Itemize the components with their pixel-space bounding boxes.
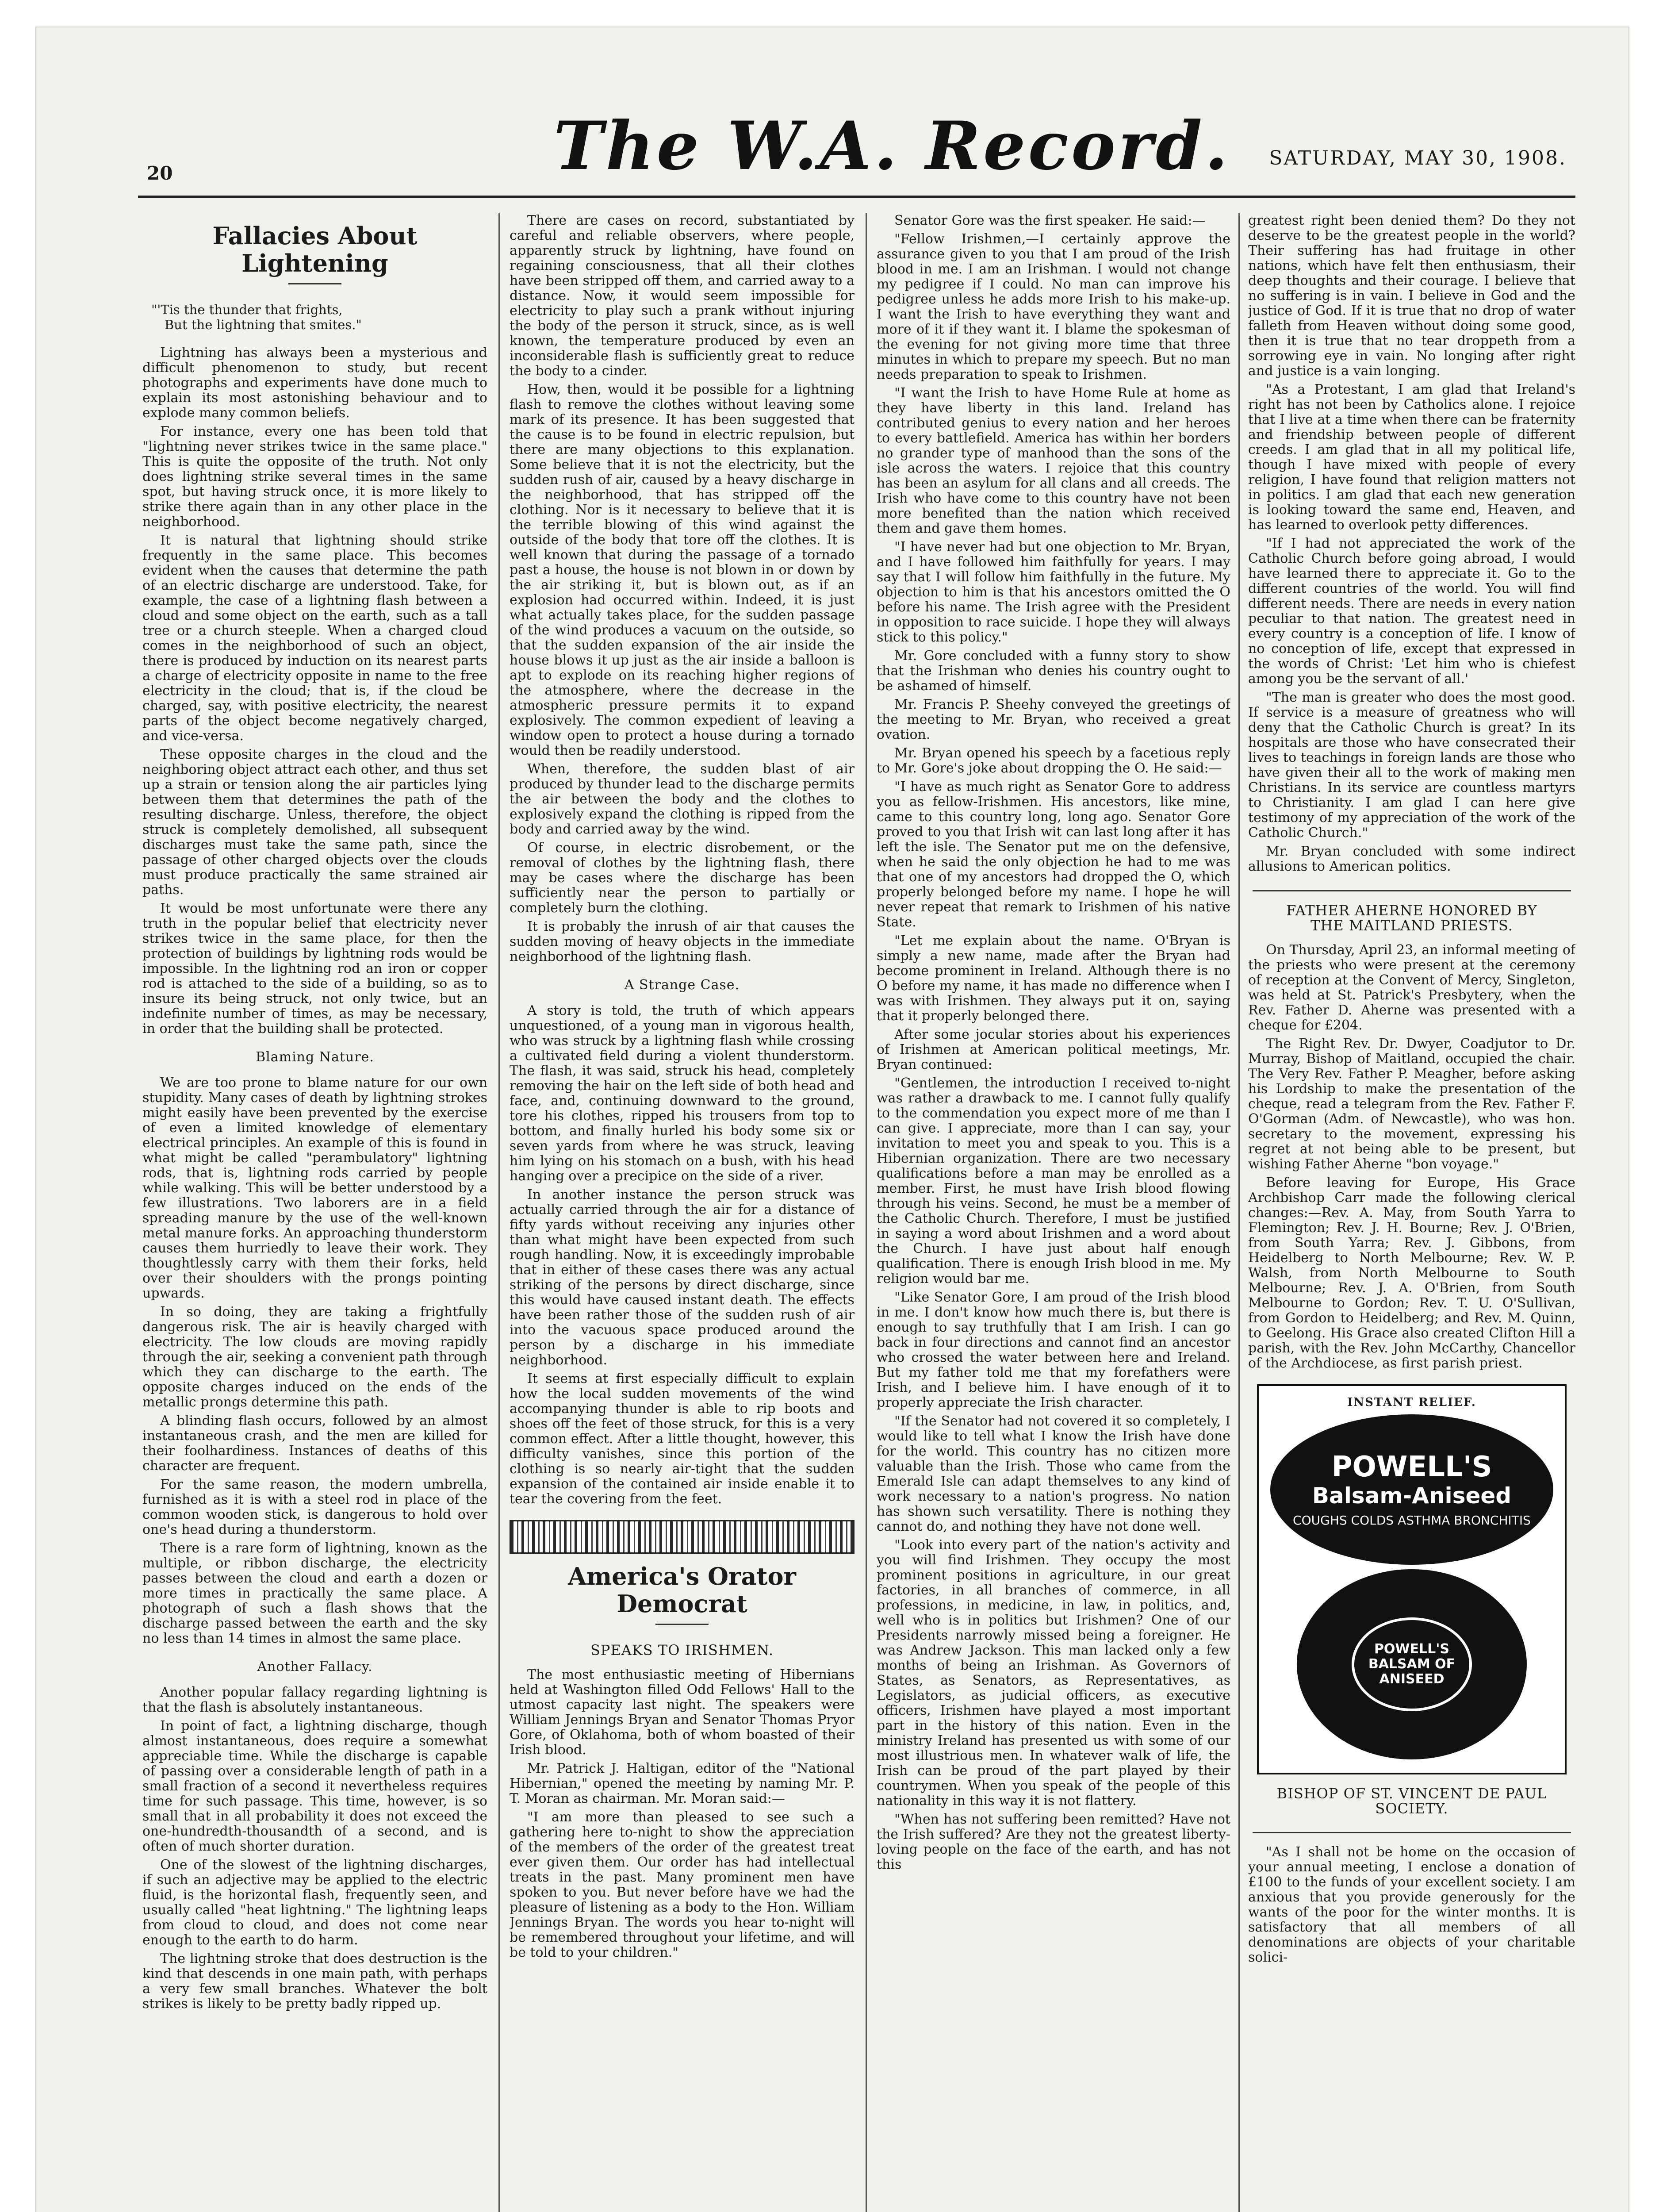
column-2 <box>510 213 854 2212</box>
paragraph: Mr. Francis P. Sheehy conveyed the greetings of the meeting to Mr. Bryan, who received a great ovation. <box>877 697 1230 742</box>
paragraph: "I am more than pleased to see such a gathering here to-night to show the appreciation of the members of the order of the greatest treat ever given them. Our order has had intellectual treats in the past. Many prominent men have spoken to you. But never before have we had the pleasure of listening as a body to the Hon. William Jennings Bryan. The words you hear to-night will be remembered throughout your lifetime, and will be told to your children." <box>510 1809 854 1960</box>
verse-line: But the lightning that smites." <box>165 317 362 332</box>
ad-brand: POWELL'S <box>1331 1451 1492 1483</box>
column-1 <box>142 213 487 2212</box>
ad-bottom-oval <box>1297 1569 1527 1759</box>
subheading: A Strange Case. <box>624 977 740 993</box>
paragraph: It would be most unfortunate were there any truth in the popular belief that electricity never strikes twice in the same place, for then the protection of buildings by lightning rods would be impossible. In the lightning rod an iron or copper rod is attached to the side of a building, so as to insure its being struck, not only twice, but an indefinite number of times, as may be necessary, in order that the building shall be protected. <box>142 901 487 1037</box>
paragraph: Mr. Gore concluded with a funny story to show that the Irishman who denies his country ought to be ashamed of himself. <box>877 648 1230 694</box>
newspaper-page <box>35 27 1629 2212</box>
paragraph: The Right Rev. Dr. Dwyer, Coadjutor to Dr. Murray, Bishop of Maitland, occupied the chair. The Very Rev. Father P. Meagher, before asking his Lordship to make the presentation of the cheque, read a telegram from the Rev. Father F. O'Gorman (Adm. of Newcastle), who was hon. secretary to the movement, expressing his regret at not being able to be present, but wishing Father Aherne "bon voyage." <box>1248 1036 1575 1172</box>
paragraph: Lightning has always been a mysterious and difficult phenomenon to study, but recent photographs and experiments have done much to explain its most astonishing behaviour and to explode many common beliefs. <box>142 345 487 421</box>
powells-advertisement <box>1257 1384 1567 1774</box>
paragraph: Senator Gore was the first speaker. He said:— <box>894 213 1206 228</box>
ad-cures: COUGHS COLDS ASTHMA BRONCHITIS <box>1293 1513 1531 1528</box>
paragraph: "When has not suffering been remitted? Have not the Irish suffered? Are they not the greatest liberty-loving people on the face of the earth, and has not this <box>877 1812 1230 1872</box>
headline-bryan: America's Orator Democrat <box>568 1562 796 1618</box>
paragraph: "I have as much right as Senator Gore to address you as fellow-Irishmen. His ancestors, like mine, came to this country long, long ago. Senator Gore proved to you that Irish wit can last long after it has left the isle. The Senator put me on the defensive, when he said the only objection he had to me was that one of my ancestors had dropped the O, which properly belonged before my name. I hope he will never repeat that remark to Irishmen of his native State. <box>877 779 1230 930</box>
verse <box>151 302 487 332</box>
subheading: Blaming Nature. <box>256 1049 374 1065</box>
paragraph: Mr. Patrick J. Haltigan, editor of the "National Hibernian," opened the meeting by naming Mr. P. T. Moran as chairman. Mr. Moran said:— <box>510 1761 854 1806</box>
section-rule <box>1253 1832 1571 1833</box>
column-divider <box>1238 213 1240 2212</box>
subheading: Another Fallacy. <box>257 1659 373 1674</box>
ad-product: Balsam-Aniseed <box>1312 1483 1512 1509</box>
paragraph: Mr. Bryan concluded with some indirect allusions to American politics. <box>1248 844 1575 874</box>
paragraph: "I have never had but one objection to Mr. Bryan, and I have followed him faithfully for years. I may say that I will follow him faithfully in the future. My objection to him is that his ancestors omitted the O before his name. The Irish agree with the President in opposition to race suicide. I hope they will always stick to this policy." <box>877 539 1230 645</box>
paragraph: A story is told, the truth of which appears unquestioned, of a young man in vigorous health, who was struck by a lightning flash while crossing a cultivated field during a violent thunderstorm. The flash, it was said, struck his head, completely removing the hair on the left side of both head and face, and, continuing downward to the ground, tore his clothes, ripped his trousers from top to bottom, and finally hurled his body some six or seven yards from where he was struck, leaving him lying on his stomach on a bush, with his head hanging over a precipice on the side of a river. <box>510 1003 854 1184</box>
bottle-seal-icon: POWELL'S BALSAM OF ANISEED <box>1352 1617 1472 1711</box>
issue-date: SATURDAY, MAY 30, 1908. <box>1269 147 1567 169</box>
paragraph: On Thursday, April 23, an informal meeting of the priests who were present at the ceremony of reception at the Convent of Mercy, Singleton, was held at St. Patrick's Presbytery, when the Rev. Father D. Aherne was presented with a cheque for £204. <box>1248 942 1575 1033</box>
paragraph: "As a Protestant, I am glad that Ireland's right has not been by Catholics alone. I rejoice that I live at a time when there can be fraternity and friendship between people of different creeds. I am glad that in all my political life, though I have mixed with people of every religion, I have found that religion matters not in politics. I am glad that each new generation is looking toward the same end, Heaven, and has learned to overlook petty differences. <box>1248 382 1575 533</box>
paragraph: Another popular fallacy regarding lightning is that the flash is absolutely instantaneous. <box>142 1685 487 1715</box>
paragraph: Of course, in electric disrobement, or the removal of clothes by the lightning flash, there may be cases where the discharge has been sufficiently near the person to partially or completely burn the clothing. <box>510 840 854 916</box>
paragraph: It is natural that lightning should strike frequently in the same place. This becomes evident when the causes that determine the path of an electric discharge are understood. Take, for example, the case of a lightning flash between a cloud and some object on the earth, such as a tall tree or a church steeple. When a charged cloud comes in the neighborhood of such an object, there is produced by induction on its nearest parts a charge of electricity opposite in name to the free electricity in the cloud; that is, if the cloud be charged, say, with positive electricity, the nearest parts of the object become negatively charged, and vice-versa. <box>142 533 487 744</box>
headline-line: THE MAITLAND PRIESTS. <box>1310 917 1513 934</box>
paragraph: A blinding flash occurs, followed by an almost instantaneous crash, and the men are killed for their foolhardiness. Instances of deaths of this character are frequent. <box>142 1413 487 1474</box>
paragraph: For instance, every one has been told that "lightning never strikes twice in the same place." This is quite the opposite of the truth. Not only does lightning strike several times in the same spot, but having struck once, it is more likely to strike there again than in any other place in the neighborhood. <box>142 424 487 530</box>
subheading: SPEAKS TO IRISHMEN. <box>590 1642 774 1659</box>
paragraph: It seems at first especially difficult to explain how the local sudden movements of the wind accompanying thunder is able to rip boots and shoes off the feet of those struck, for this is a very common effect. After a little thought, however, this difficulty vanishes, since this portion of the clothing is so nearly air-tight that the sudden expansion of the contained air inside enable it to tear the covering from the feet. <box>510 1371 854 1507</box>
paragraph: After some jocular stories about his experiences of Irishmen at American political meetings, Mr. Bryan continued: <box>877 1027 1230 1072</box>
paragraph: One of the slowest of the lightning discharges, if such an adjective may be applied to the electric fluid, is the horizontal flash, frequently seen, and usually called "heat lightning." The lightning leaps from cloud to cloud, and does not come near enough to the earth to do harm. <box>142 1857 487 1948</box>
masthead: The W.A. Record. <box>554 107 1231 185</box>
paragraph: "Fellow Irishmen,—I certainly approve the assurance given to you that I am proud of the Irish blood in me. I am an Irishman. I would not change my pedigree if I could. No man can improve his pedigree unless he adds more Irish to his make-up. I want the Irish to have everything they want and more of it if they want it. I blame the spokesman of the evening for not giving more time that three minutes in which to prepare my speech. But no man needs preparation to speak to Irishmen. <box>877 231 1230 382</box>
paragraph: "As I shall not be home on the occasion of your annual meeting, I enclose a donation of £100 to the funds of your excellent society. I am anxious that you provide generously for the wants of the poor for the winter months. It is satisfactory that all members of all denominations are objects of your charitable solici- <box>1248 1844 1575 1965</box>
paragraph: "Gentlemen, the introduction I received to-night was rather a drawback to me. I cannot fully qualify to the commendation you expect more of me than I can give. I appreciate, more than I can say, your invitation to meet you and speak to you. This is a Hibernian organization. There are two necessary qualifications before a man may be enrolled as a member. First, he must have Irish blood flowing through his veins. Second, he must be a member of the Catholic Church. Therefore, I must be justified in saying a word about Irishmen and a word about the Church. I have just about half enough qualification. There is enough Irish blood in me. My religion would bar me. <box>877 1075 1230 1286</box>
paragraph: The most enthusiastic meeting of Hibernians held at Washington filled Odd Fellows' Hall to the utmost capacity last night. The speakers were William Jennings Bryan and Senator Thomas Pryor Gore, of Oklahoma, both of whom boasted of their Irish blood. <box>510 1667 854 1758</box>
paragraph: "If I had not appreciated the work of the Catholic Church before going abroad, I would have learned there to appreciate it. Go to the different countries of the world. You will find different needs. There are needs in every nation peculiar to that nation. The greatest need in every country is a conception of life. I know of no conception of life, except that expressed in the words of Christ: 'Let him who is chiefest among you be the servant of all.' <box>1248 536 1575 687</box>
paragraph: It is probably the inrush of air that causes the sudden moving of heavy objects in the immediate neighborhood of the lightning flash. <box>510 919 854 964</box>
paragraph: "I want the Irish to have Home Rule at home as they have liberty in this land. Ireland has contributed genius to every nation and her heroes to every battlefield. America has within her borders no grander type of manhood than the sons of the isle across the waters. I rejoice that this country has been an asylum for all clans and all creeds. The Irish who have come to this country have not been more benefited than the nation which received them and gave them homes. <box>877 385 1230 536</box>
paragraph: Before leaving for Europe, His Grace Archbishop Carr made the following clerical changes:—Rev. A. May, from South Yarra to Flemington; Rev. J. H. Bourne; Rev. J. O'Brien, from South Yarra; Rev. J. Gibbons, from Heidelberg to North Melbourne; Rev. W. P. Walsh, from North Melbourne to South Melbourne; Rev. J. A. O'Brien, from South Melbourne to Gordon; Rev. T. U. O'Sullivan, from Gordon to Heidelberg; and Rev. M. Quinn, to Geelong. His Grace also created Clifton Hill a parish, with the Rev. John McCarthy, Chancellor of the Archdiocese, as first parish priest. <box>1248 1175 1575 1371</box>
paragraph: "Look into every part of the nation's activity and you will find Irishmen. They occupy the most prominent positions in agriculture, in our great factories, in all branches of commerce, in all professions, in medicine, in law, in politics, and, well who is in politics but Irishmen? One of our Presidents narrowly missed being a foreigner. He was Andrew Jackson. This man lacked only a few months of being an Irishman. As Governors of States, as Senators, as Representatives, as Legislators, as judicial officers, as executive officers, Irishmen have played a most important part in the history of this nation. Even in the ministry Ireland has presented us with some of our most illustrious men. In whatever walk of life, the Irish can be proud of the part played by their countrymen. When you speak of the people of this nationality in this way it is not flattery. <box>877 1537 1230 1809</box>
headline-line: FATHER AHERNE HONORED BY <box>1286 902 1537 919</box>
verse-line: "'Tis the thunder that frights, <box>151 302 343 317</box>
column-3 <box>877 213 1230 2212</box>
paragraph: In another instance the person struck was actually carried through the air for a distance of fifty yards without receiving any injuries other than what might have been expected from such rough handling. Now, it is exceedingly improbable that in either of these cases there was any actual striking of the persons by direct discharge, since this would have caused instant death. The effects have been rather those of the sudden rush of air into the vacuous space produced around the person by a discharge in his immediate neighborhood. <box>510 1187 854 1368</box>
headline-vincent-de-paul: BISHOP OF ST. VINCENT DE PAUL SOCIETY. <box>1276 1785 1547 1817</box>
headline-lightning: Fallacies About Lightening <box>212 222 418 277</box>
paragraph: "Like Senator Gore, I am proud of the Irish blood in me. I don't know how much there is, but there is enough to say truthfully that I am Irish. I can go back in four directions and cannot find an ancestor who crossed the water between here and Ireland. But my father told me that my forefathers were Irish, and I believe him. I have enough of it to properly appreciate the Irish character. <box>877 1290 1230 1410</box>
paragraph: greatest right been denied them? Do they not deserve to be the greatest people in the world? Their suffering has had fruitage in other nations, which have felt then enthusiasm, their deep thoughts and their courage. I believe that no suffering is in vain. I believe in God and the justice of God. If it is true that no drop of water falleth from Heaven without doing some good, then it is true that no tear droppeth from a sorrowing eye in vain. No longing after right and justice is a vain longing. <box>1248 213 1575 379</box>
headline-rule <box>288 283 341 284</box>
paragraph: Mr. Bryan opened his speech by a facetious reply to Mr. Gore's joke about dropping the O. He said:— <box>877 745 1230 776</box>
paragraph: In point of fact, a lightning discharge, though almost instantaneous, does require a somewhat appreciable time. While the discharge is capable of passing over a considerable length of path in a small fraction of a second it nevertheless requires time for such passage. This time, however, is so small that in all probability it does not exceed the one-hundredth-thousandth of a second, and is often of much shorter duration. <box>142 1718 487 1854</box>
column-4 <box>1248 213 1575 2212</box>
paragraph: For the same reason, the modern umbrella, furnished as it is with a steel rod in place of the common wooden stick, is dangerous to hold over one's head during a thunderstorm. <box>142 1477 487 1537</box>
ad-banner: INSTANT RELIEF. <box>1347 1396 1476 1409</box>
paragraph: The lightning stroke that does destruction is the kind that descends in one main path, with perhaps a very few small branches. Whatever the bolt strikes is likely to be pretty badly ripped up. <box>142 1951 487 2012</box>
header-rule <box>138 196 1575 198</box>
page-number: 20 <box>147 162 173 184</box>
paragraph: How, then, would it be possible for a lightning flash to remove the clothes without leaving some mark of its presence. It has been suggested that the cause is to be found in electric repulsion, but there are many objections to this explanation. Some believe that it is not the electricity, but the sudden rush of air, caused by a heavy discharge in the neighborhood, that has stripped off the clothing. Nor is it necessary to believe that it is the terrible blowing of this wind against the outside of the body that tore off the clothes. It is well known that during the passage of a tornado past a house, the house is not blown in or down by the air striking it, but is blown out, as if an explosion had occurred within. Indeed, it is just what actually takes place, for the sudden passage of the wind produces a vacuum on the outside, so that the sudden expansion of the air inside the house blows it up just as the air inside a balloon is apt to explode on its reaching higher regions of the atmosphere, where the decrease in the atmospheric pressure permits it to expand explosively. The common expedient of leaving a window open to protect a house during a tornado would then be readily understood. <box>510 382 854 758</box>
paragraph: There is a rare form of lightning, known as the multiple, or ribbon discharge, the electricity passes between the cloud and earth a dozen or more times in practically the same place. A photograph of such a flash shows that the discharge passed between the earth and the sky no less than 14 times in almost the same place. <box>142 1540 487 1646</box>
headline-rule <box>655 1624 709 1625</box>
column-divider <box>498 213 500 2212</box>
paragraph: These opposite charges in the cloud and the neighboring object attract each other, and thus set up a strain or tension along the air particles lying between them that determines the path of the resulting discharge. Unless, therefore, the object struck is completely demolished, all subsequent discharges must take the same path, since the passage of other charged objects over the clouds must produce practically the same strained air paths. <box>142 747 487 898</box>
paragraph: In so doing, they are taking a frightfully dangerous risk. The air is heavily charged with electricity. The low clouds are moving rapidly through the air, seeking a convenient path through which they can discharge to the earth. The opposite charges induced on the ends of the metallic prongs determine this path. <box>142 1304 487 1410</box>
paragraph: When, therefore, the sudden blast of air produced by thunder lead to the discharge permits the air between the body and the clothes to explosively expand the clothing is ripped from the body and carried away by the wind. <box>510 761 854 837</box>
decorative-banner <box>510 1520 854 1554</box>
paragraph: "Let me explain about the name. O'Bryan is simply a new name, made after the Bryan had become prominent in Ireland. Although there is no O before my name, it has made no difference when I was with Irishmen. They always put it on, saying that it properly belonged there. <box>877 933 1230 1024</box>
paragraph: "The man is greater who does the most good. If service is a measure of greatness who will deny that the Catholic Church is great? In its hospitals are those who have consecrated their lives to teachings in foreign lands are those who have given their all to the work of making men Christians. In its service are countless martyrs to Christianity. I am glad I can here give testimony of my appreciation of the work of the Catholic Church." <box>1248 690 1575 841</box>
paragraph: We are too prone to blame nature for our own stupidity. Many cases of death by lightning strokes might easily have been prevented by the exercise of even a limited knowledge of elementary electrical principles. An example of this is found in what might be called "perambulatory" lightning rods, that is, lightning rods carried by people while walking. This will be better understood by a few illustrations. Two laborers are in a field spreading manure by the use of the well-known metal manure forks. An approaching thunderstorm causes them hurriedly to leave their work. They thoughtlessly carry with them their forks, held over their shoulders with the prongs pointing upwards. <box>142 1075 487 1301</box>
paragraph: "If the Senator had not covered it so completely, I would like to tell what I know the Irish have done for the world. This country has no citizen more valuable than the Irish. Those who came from the Emerald Isle can adapt themselves to any kind of work necessary to a nation's progress. No nation has shown such versatility. There is nothing they cannot do, and nothing they have not done well. <box>877 1413 1230 1534</box>
column-divider <box>866 213 867 2212</box>
headline-aherne <box>1248 903 1575 933</box>
paragraph: There are cases on record, substantiated by careful and reliable observers, where people, apparently struck by lightning, have found on regaining consciousness, that all their clothes have been stripped off them, and carried away to a distance. Now, it would seem impossible for electricity to play such a prank without injuring the body of the person it struck, since, as is well known, the temperature produced by even an inconsiderable flash is sufficiently great to reduce the body to a cinder. <box>510 213 854 379</box>
section-rule <box>1253 890 1571 891</box>
ad-top-oval <box>1270 1414 1553 1565</box>
